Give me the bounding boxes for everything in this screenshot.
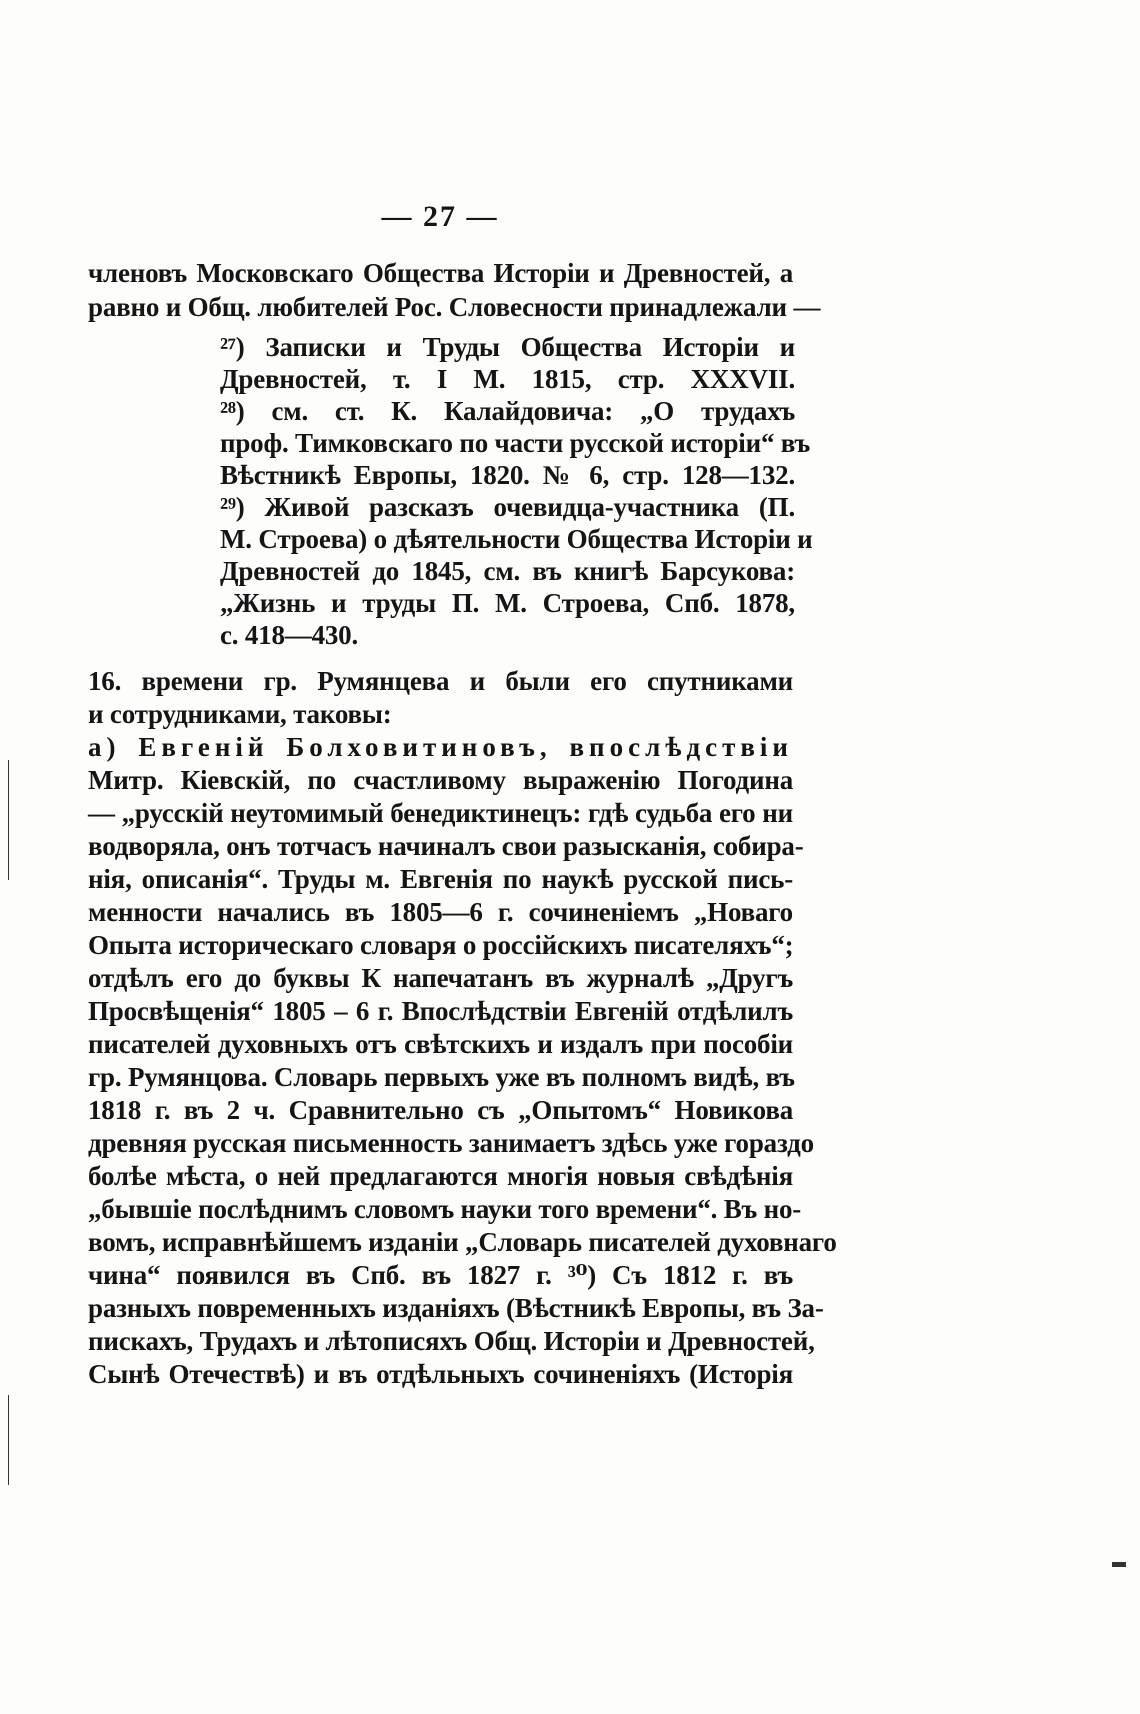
footnote-line: Вѣстникѣ Европы, 1820. № 6, стр. 128—132.: [220, 460, 795, 490]
page-number: — 27 —: [381, 200, 499, 233]
text-line: „бывшіе послѣднимъ словомъ науки того времени“. Въ но-: [88, 1194, 802, 1224]
text-line: Митр. Кіевскій, по счастливому выраженію Погодина: [88, 765, 793, 795]
text-line: 16. времени гр. Румянцева и были его спутниками: [88, 666, 793, 696]
text-line: равно и Общ. любителей Рос. Словесности принадлежали —: [88, 292, 821, 322]
footnote-line: проф. Тимковскаго по части русской исторіи“ въ: [220, 428, 811, 458]
footnote-line: ²⁹) Живой разсказъ очевидца-участника (П.: [220, 492, 795, 522]
text-line: древняя русская письменность занимаетъ здѣсь уже гораздо: [88, 1128, 814, 1158]
text-line: — „русскій неутомимый бенедиктинецъ: гдѣ судьба его ни: [88, 798, 793, 828]
text-line: нія, описанія“. Труды м. Евгенія по наукѣ русской пись-: [88, 864, 793, 894]
footnote-line: ²⁷) Записки и Труды Общества Исторіи и: [220, 332, 795, 362]
text-line: а) Евгеній Болховитиновъ, впослѣдствіи: [88, 732, 793, 762]
text-line: гр. Румянцова. Словарь первыхъ уже въ полномъ видѣ, въ: [88, 1062, 795, 1092]
text-line: членовъ Московскаго Общества Исторіи и Древностей, а: [88, 258, 793, 288]
text-line: 1818 г. въ 2 ч. Сравнительно съ „Опытомъ“ Новикова: [88, 1095, 793, 1125]
text-line: отдѣлъ его до буквы К напечатанъ въ журналѣ „Другъ: [88, 963, 793, 993]
footnote-line: Древностей до 1845, см. въ книгѣ Барсукова:: [220, 556, 795, 586]
text-line: и сотрудниками, таковы:: [88, 699, 392, 729]
text-line: разныхъ повременныхъ изданіяхъ (Вѣстникѣ Европы, въ За-: [88, 1293, 824, 1323]
footnote-line: ²⁸) см. ст. К. Калайдовича: „О трудахъ: [220, 396, 795, 426]
text-line: Просвѣщенія“ 1805 – 6 г. Впослѣдствіи Евгеній отдѣлилъ: [88, 996, 793, 1026]
scan-edge-mark: [8, 1395, 9, 1485]
footnote-line: М. Строева) о дѣятельности Общества Исторіи и: [220, 524, 813, 554]
text-line: писателей духовныхъ отъ свѣтскихъ и издалъ при пособіи: [88, 1029, 793, 1059]
text-line: болѣе мѣста, о ней предлагаются многія новыя свѣдѣнія: [88, 1161, 793, 1191]
text-line: чина“ появился въ Спб. въ 1827 г. ³⁰) Съ 1812 г. въ: [88, 1260, 793, 1290]
scan-edge-mark: [1112, 1562, 1126, 1567]
footnote-line: „Жизнь и труды П. М. Строева, Спб. 1878,: [220, 588, 795, 618]
text-line: Опыта историческаго словаря о россійскихъ писателяхъ“;: [88, 930, 794, 960]
text-line: Сынѣ Отечествѣ) и въ отдѣльныхъ сочиненіяхъ (Исторія: [88, 1359, 793, 1389]
text-line: менности начались въ 1805—6 г. сочиненіемъ „Новаго: [88, 897, 793, 927]
text-line: вомъ, исправнѣйшемъ изданіи „Словарь писателей духовнаго: [88, 1227, 837, 1257]
text-line: пискахъ, Трудахъ и лѣтописяхъ Общ. Исторіи и Древностей,: [88, 1326, 815, 1356]
scan-edge-mark: [8, 760, 9, 880]
footnote-line: с. 418—430.: [220, 620, 359, 650]
footnote-line: Древностей, т. I М. 1815, стр. XXXVII.: [220, 364, 795, 394]
text-line: водворяла, онъ тотчасъ начиналъ свои разысканія, собира-: [88, 831, 804, 861]
